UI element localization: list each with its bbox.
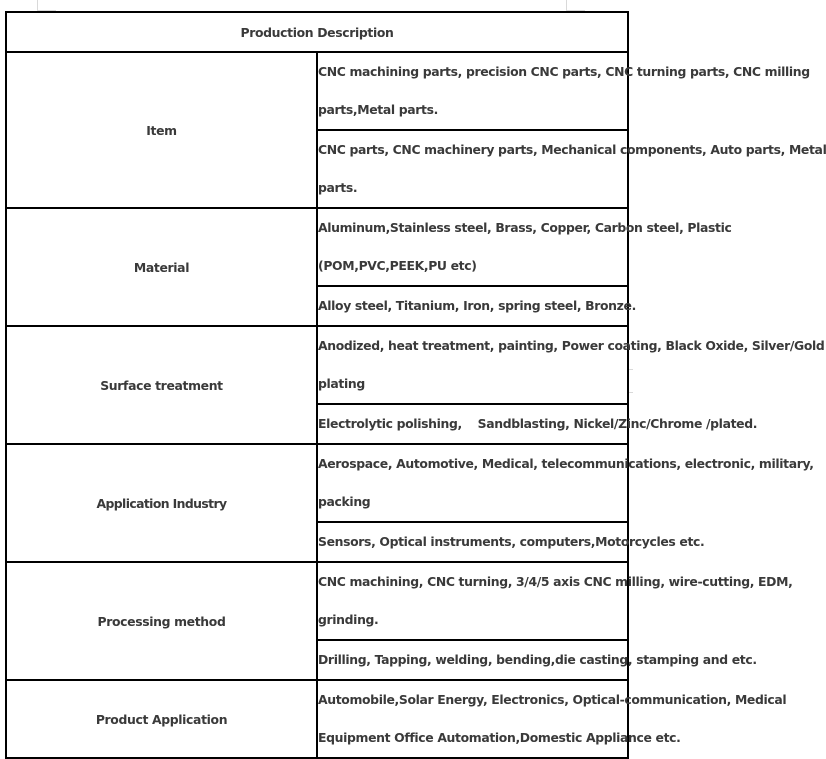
value-line: plating: [318, 376, 365, 391]
value-line: Drilling, Tapping, welding, bending,die casting, stamping and etc.: [318, 652, 757, 667]
value-line: Electrolytic polishing, Sandblasting, Nickel/Zinc/Chrome /plated.: [318, 416, 758, 431]
row-value: [317, 562, 793, 640]
value-line: packing: [318, 494, 371, 509]
row-value: [317, 208, 732, 286]
document-frame-mark: [629, 369, 633, 393]
value-line: parts.: [318, 180, 358, 195]
row-value: [317, 404, 758, 444]
value-line: Automobile,Solar Energy, Electronics, Optical-communication, Medical: [318, 692, 787, 707]
value-line: CNC machining parts, precision CNC parts, CNC turning parts, CNC milling: [318, 64, 810, 79]
row-value: [317, 286, 636, 326]
value-line: parts,Metal parts.: [318, 102, 438, 117]
table-row-surface-treatment: [6, 326, 628, 404]
row-value: [317, 444, 814, 522]
value-line: CNC parts, CNC machinery parts, Mechanical components, Auto parts, Metal: [318, 142, 826, 157]
row-value: [317, 680, 787, 758]
value-line: Sensors, Optical instruments, computers,Motorcycles etc.: [318, 534, 705, 549]
row-value: [317, 640, 757, 680]
row-label: Application Industry: [6, 444, 317, 562]
row-value: [317, 522, 705, 562]
table-row-item: [6, 52, 628, 130]
value-line: CNC machining, CNC turning, 3/4/5 axis CNC milling, wire-cutting, EDM,: [318, 574, 793, 589]
table-row-material: [6, 208, 628, 286]
value-line: grinding.: [318, 612, 379, 627]
row-value: [317, 52, 810, 130]
table-title: Production Description: [6, 12, 628, 52]
production-description-table: [5, 11, 826, 759]
value-line: Aerospace, Automotive, Medical, telecommunications, electronic, military,: [318, 456, 814, 471]
table-row-product-application: [6, 680, 628, 758]
document-frame-mark: [37, 0, 56, 11]
value-line: Equipment Office Automation,Domestic Appliance etc.: [318, 730, 681, 745]
row-label: Item: [6, 52, 317, 208]
value-line: Anodized, heat treatment, painting, Power coating, Black Oxide, Silver/Gold: [318, 338, 825, 353]
row-label: Processing method: [6, 562, 317, 680]
table-row-application-industry: [6, 444, 628, 522]
table-row-processing-method: [6, 562, 628, 640]
value-line: Aluminum,Stainless steel, Brass, Copper, Carbon steel, Plastic: [318, 220, 732, 235]
row-label: Material: [6, 208, 317, 326]
row-label: Surface treatment: [6, 326, 317, 444]
row-label: Product Application: [6, 680, 317, 758]
value-line: Alloy steel, Titanium, Iron, spring steel, Bronze.: [318, 298, 636, 313]
document-frame-mark: [566, 0, 585, 11]
row-value: [317, 130, 826, 208]
value-line: (POM,PVC,PEEK,PU etc): [318, 258, 477, 273]
row-value: [317, 326, 825, 404]
